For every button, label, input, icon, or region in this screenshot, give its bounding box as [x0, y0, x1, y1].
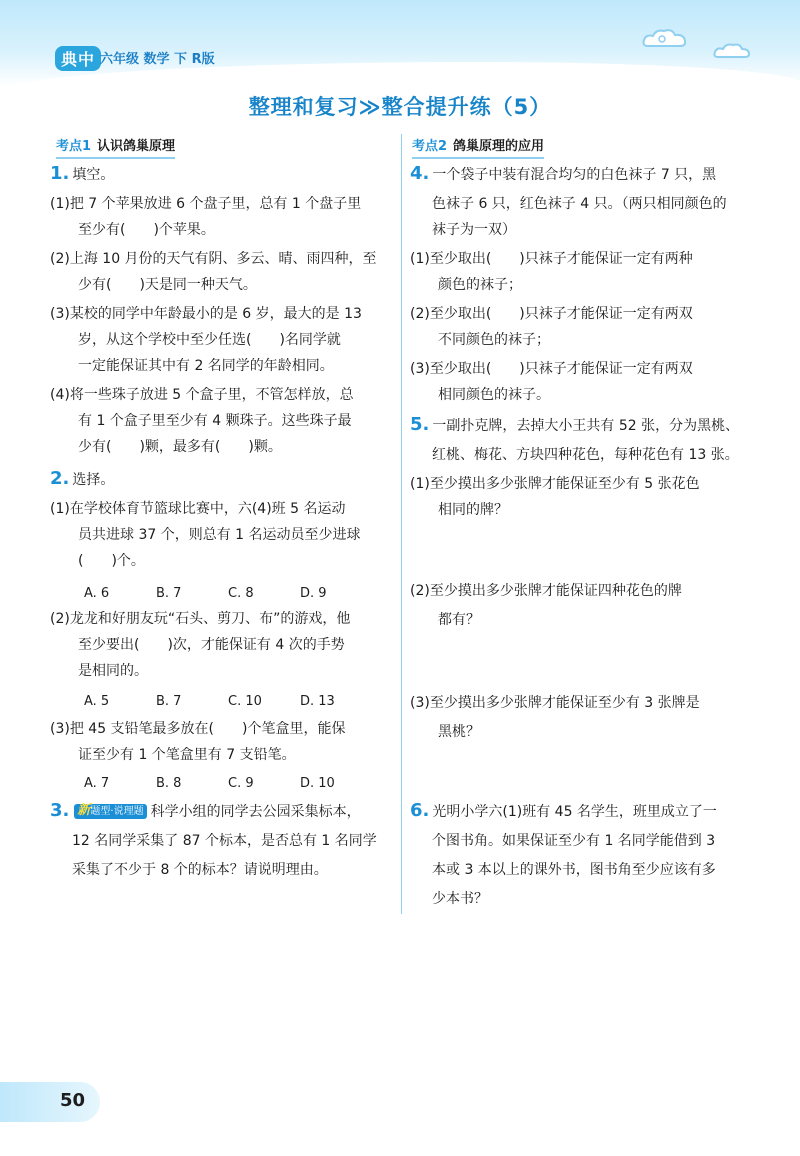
line: (3)把 45 支铅笔最多放在( )个笔盒里，能保 — [50, 721, 346, 737]
line: 色袜子 6 只，红色袜子 4 只。（两只相同颜色的 — [432, 196, 727, 212]
options-2-3 — [84, 774, 372, 794]
badge-new: 新 — [77, 803, 91, 818]
line: 有 1 个盒子里至少有 4 颗珠子。这些珠子最 — [78, 413, 352, 429]
line: 一副扑克牌，去掉大小王共有 52 张，分为黑桃、 — [432, 418, 740, 434]
section-name: 鸽巢原理的应用 — [453, 139, 545, 154]
cloud-icon — [712, 40, 752, 60]
page-title: 整理和复习≫整合提升练（5） — [248, 95, 552, 119]
logo: 典中 — [55, 46, 101, 71]
page-number: 50 — [60, 1090, 86, 1111]
line: 是相同的。 — [78, 663, 148, 679]
option: A. 7 — [84, 776, 110, 791]
section-tag: 考点2 — [412, 139, 448, 154]
question-number: 3. — [50, 800, 70, 821]
question-5-part-3 — [410, 690, 700, 745]
line: 颜色的袜子； — [438, 277, 522, 293]
option: A. 6 — [84, 586, 110, 601]
line: 至少要出( )次，才能保证有 4 次的手势 — [78, 637, 345, 653]
line: 相同的牌？ — [438, 502, 508, 518]
line: 黑桃？ — [438, 724, 480, 740]
options-2-2 — [84, 692, 372, 712]
line: 一个袋子中装有混合均匀的白色袜子 7 只，黑 — [432, 167, 717, 183]
question-4 — [410, 161, 727, 408]
question-intro: 选择。 — [72, 472, 115, 488]
option: C. 9 — [228, 776, 254, 791]
question-number: 1. — [50, 163, 70, 184]
option: A. 5 — [84, 694, 110, 709]
question-5-part-2 — [410, 578, 682, 633]
line: (3)至少取出( )只袜子才能保证一定有两双 — [410, 361, 693, 377]
badge-text: 题型·说理题 — [90, 806, 144, 817]
line: 采集了不少于 8 个的标本？请说明理由。 — [72, 862, 328, 878]
line: 袜子为一双） — [432, 222, 516, 238]
question-1 — [50, 161, 377, 460]
question-number: 6. — [410, 800, 430, 821]
question-number: 2. — [50, 468, 70, 489]
line: (1)至少摸出多少张牌才能保证至少有 5 张花色 — [410, 476, 700, 492]
question-6 — [410, 798, 717, 912]
line: 科学小组的同学去公园采集标本， — [150, 804, 361, 820]
line: 本或 3 本以上的课外书，图书角至少应该有多 — [432, 862, 716, 878]
line: 岁，从这个学校中至少任选( )名同学就 — [78, 332, 341, 348]
section-head-right — [412, 135, 544, 159]
line: (2)上海 10 月份的天气有阴、多云、晴、雨四种，至 — [50, 251, 377, 267]
option: D. 9 — [300, 586, 327, 601]
line: 少本书？ — [432, 891, 488, 907]
question-3 — [50, 798, 377, 883]
option: C. 10 — [228, 694, 262, 709]
line: 12 名同学采集了 87 个标本，是否总有 1 名同学 — [72, 833, 377, 849]
options-2-1 — [84, 584, 372, 604]
section-tag: 考点1 — [56, 139, 92, 154]
question-number: 5. — [410, 414, 430, 435]
question-number: 4. — [410, 163, 430, 184]
line: 光明小学六(1)班有 45 名学生，班里成立了一 — [432, 804, 717, 820]
question-2-part-3 — [50, 716, 345, 768]
question-intro: 填空。 — [72, 167, 115, 183]
option: D. 13 — [300, 694, 335, 709]
line: (4)将一些珠子放进 5 个盒子里，不管怎样放，总 — [50, 387, 354, 403]
line: (3)某校的同学中年龄最小的是 6 岁，最大的是 13 — [50, 306, 362, 322]
line: 至少有( )个苹果。 — [78, 222, 215, 238]
line: (1)把 7 个苹果放进 6 个盘子里，总有 1 个盘子里 — [50, 196, 362, 212]
line: (2)龙龙和好朋友玩“石头、剪刀、布”的游戏，他 — [50, 611, 351, 627]
line: 一定能保证其中有 2 名同学的年龄相同。 — [78, 358, 334, 374]
column-divider — [401, 134, 402, 914]
option: D. 10 — [300, 776, 335, 791]
line: (1)至少取出( )只袜子才能保证一定有两种 — [410, 251, 693, 267]
line: (1)在学校体育节篮球比赛中，六(4)班 5 名运动 — [50, 501, 346, 517]
line: 不同颜色的袜子； — [438, 332, 550, 348]
line: (2)至少取出( )只袜子才能保证一定有两双 — [410, 306, 693, 322]
line: (3)至少摸出多少张牌才能保证至少有 3 张牌是 — [410, 695, 700, 711]
line: 个图书角。如果保证至少有 1 名同学能借到 3 — [432, 833, 716, 849]
line: 员共进球 37 个，则总有 1 名运动员至少进球 — [78, 527, 361, 543]
question-2 — [50, 466, 361, 574]
option: C. 8 — [228, 586, 254, 601]
line: 都有？ — [438, 612, 480, 628]
line: 少有( )颗，最多有( )颗。 — [78, 439, 282, 455]
line: (2)至少摸出多少张牌才能保证四种花色的牌 — [410, 583, 682, 599]
section-head-left — [56, 135, 175, 159]
line: 相同颜色的袜子。 — [438, 387, 550, 403]
option: B. 7 — [156, 586, 182, 601]
question-5 — [410, 412, 739, 523]
section-name: 认识鸽巢原理 — [97, 139, 176, 154]
question-2-part-2 — [50, 606, 350, 684]
line: 少有( )天是同一种天气。 — [78, 277, 257, 293]
line: ( )个。 — [78, 553, 145, 569]
edition-label: 六年级 数学 下 R版 — [100, 52, 215, 67]
line: 证至少有 1 个笔盒里有 7 支铅笔。 — [78, 747, 296, 763]
cloud-icon — [640, 26, 690, 50]
new-type-badge — [74, 804, 146, 819]
option: B. 8 — [156, 776, 182, 791]
option: B. 7 — [156, 694, 182, 709]
line: 红桃、梅花、方块四种花色，每种花色有 13 张。 — [432, 447, 739, 463]
